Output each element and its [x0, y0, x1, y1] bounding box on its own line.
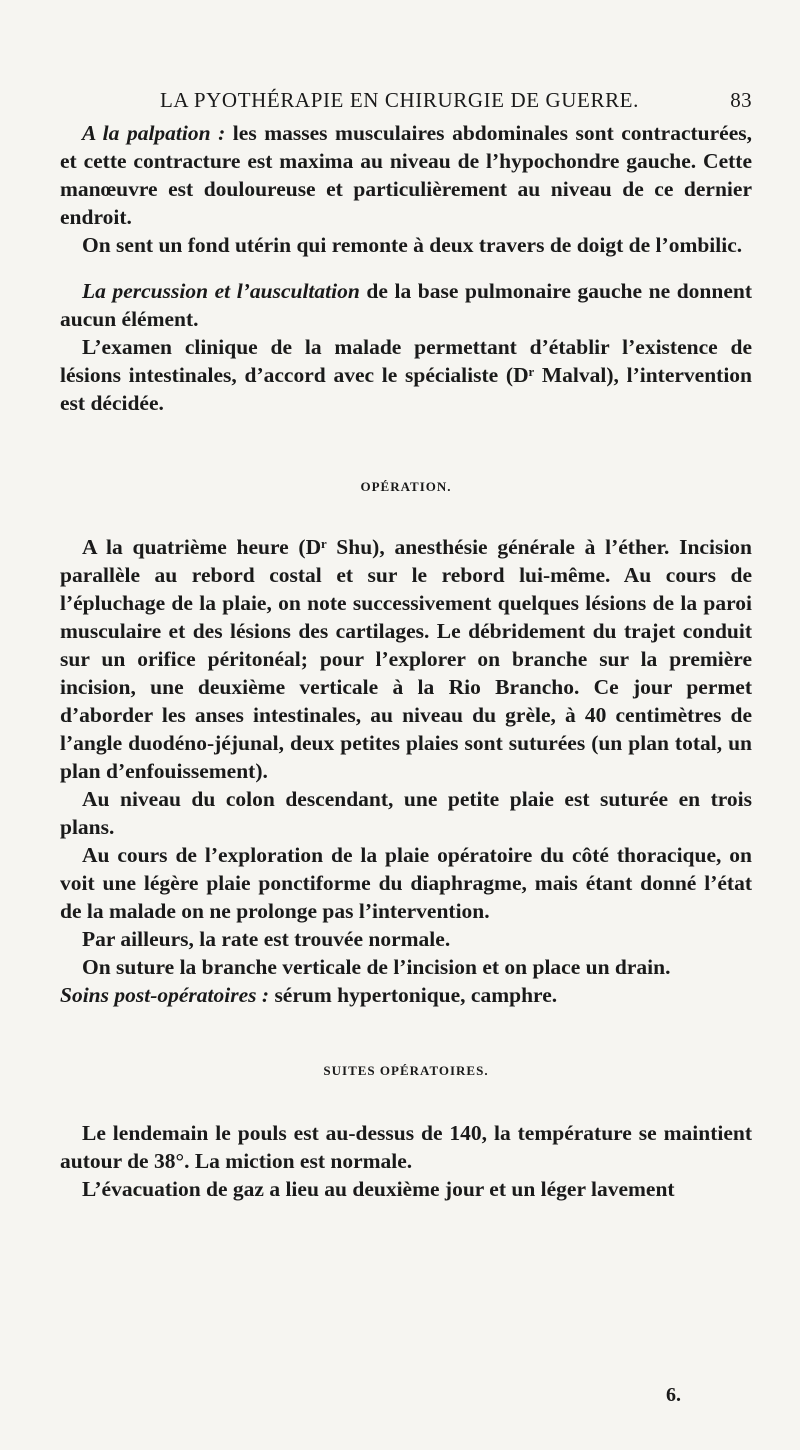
paragraph-lendemain: Le lendemain le pouls est au-dessus de 140, la température se maintient autour de 38°. La miction est normale.	[60, 1121, 752, 1173]
percussion-lead: La percussion et l’auscultation	[82, 279, 360, 303]
signature-mark: 6.	[666, 1384, 681, 1406]
paragraph-evacuation: L’évacuation de gaz a lieu au deuxième jour et un léger lavement	[82, 1177, 675, 1201]
percussion-text: de la base pulmonaire gauche ne donnent aucun élément.	[60, 279, 752, 331]
running-title: LA PYOTHÉRAPIE EN CHIRURGIE DE GUERRE.	[160, 88, 639, 112]
page-number: 83	[730, 88, 752, 112]
section-heading-operation: OPÉRATION.	[360, 479, 452, 494]
palpation-text: les masses musculaires abdominales sont contracturées, et cette contracture est maxima au niveau de l’hypochondre gauche. Cette manœuvre est douloureuse et particulièrement au niveau de ce dernier endroit.	[60, 121, 752, 229]
palpation-lead: A la palpation :	[82, 121, 226, 145]
paragraph-soins	[60, 981, 752, 1009]
paragraph-fond-uterin: On sent un fond utérin qui remonte à deux travers de doigt de l’ombilic.	[82, 233, 743, 257]
paragraph-exploration: Au cours de l’exploration de la plaie opératoire du côté thoracique, on voit une légère plaie ponctiforme du diaphragme, mais étant donné l’état de la malade on ne prolonge pas l’intervention.	[60, 843, 752, 923]
paragraph-palpation	[60, 119, 752, 231]
paragraph-colon: Au niveau du colon descendant, une petite plaie est suturée en trois plans.	[60, 787, 752, 839]
paragraph-rate: Par ailleurs, la rate est trouvée normale.	[82, 927, 451, 951]
body-text	[60, 119, 752, 1203]
running-header	[160, 88, 752, 113]
paragraph-examen: L’examen clinique de la malade permettant d’établir l’existence de lésions intestinales, d’accord avec le spécialiste (Dʳ Malval), l’intervention est décidée.	[60, 335, 752, 415]
paragraph-percussion	[60, 277, 752, 333]
soins-lead: Soins post-opératoires :	[60, 983, 270, 1007]
paragraph-operation: A la quatrième heure (Dʳ Shu), anesthésie générale à l’éther. Incision parallèle au rebord costal et sur le rebord lui-même. Au cours de l’épluchage de la plaie, on note successivement quelques lésions de la paroi musculaire et des lésions des cartilages. Le débridement du trajet conduit sur un orifice péritonéal; pour l’explorer on branche sur la première incision, une deuxième verticale à la Rio Brancho. Ce jour permet d’aborder les anses intestinales, au niveau du grèle, à 40 centimètres de l’angle duodéno-jéjunal, deux petites plaies sont suturées (un plan total, un plan d’enfouissement).	[60, 535, 752, 783]
paragraph-suture: On suture la branche verticale de l’incision et on place un drain.	[82, 955, 671, 979]
soins-text: sérum hypertonique, camphre.	[269, 983, 558, 1007]
section-heading-suites: SUITES OPÉRATOIRES.	[323, 1063, 489, 1078]
